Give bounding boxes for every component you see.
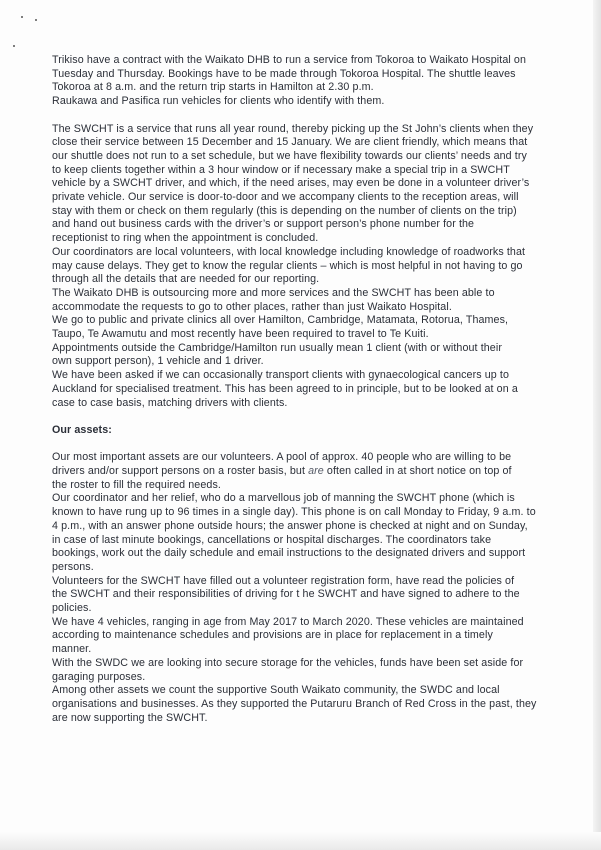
- text-line: organisations and businesses. As they supported the Putaruru Branch of Red Cross in the past, they: [52, 698, 537, 710]
- text-line: Appointments outside the Cambridge/Hamilton run usually mean 1 client (with or without their: [52, 341, 502, 354]
- text-fragment: often called in at short notice on top of: [323, 465, 512, 478]
- page-bottom-shadow: [0, 832, 601, 850]
- text-line: in case of last minute bookings, cancellations or hospital discharges. The coordinators take: [52, 533, 492, 546]
- text-line: manner.: [52, 643, 92, 656]
- text-line: are now supporting the SWCHT.: [52, 711, 208, 724]
- scan-speck: [35, 19, 37, 21]
- paragraph-gap: [52, 410, 552, 424]
- text-line: close their service between 15 December and 15 January. We are client friendly, which means that: [52, 136, 528, 149]
- text-line: the SWCHT and their responsibilities of driving for t he SWCHT and have signed to adhere to the: [52, 588, 520, 601]
- intro-paragraph: [52, 54, 552, 109]
- text-line: the roster to fill the required needs.: [52, 478, 221, 491]
- text-line: Our most important assets are our volunteers. A pool of approx. 40 people who are willing to be: [52, 451, 512, 464]
- text-line: The SWCHT is a service that runs all year round, thereby picking up the St John’s clients when they: [52, 122, 534, 135]
- text-line: accommodate the requests to go to other places, rather than just Waikato Hospital.: [52, 300, 452, 313]
- text-line: The Waikato DHB is outsourcing more and more services and the SWCHT has been able to: [52, 286, 495, 299]
- service-paragraph: [52, 123, 552, 411]
- text-line: garaging purposes.: [52, 670, 146, 683]
- scan-speck: [21, 16, 23, 18]
- text-line: may cause delays. They get to know the regular clients – which is most helpful in not having to go: [52, 259, 523, 272]
- text-line: Taupo, Te Awamutu and most recently have been required to travel to Te Kuiti.: [52, 328, 429, 341]
- paragraph-gap: [52, 438, 552, 452]
- text-line: known to have rung up to 96 times in a single day). This phone is on call Monday to Friday, 9 a.m. to: [52, 506, 536, 519]
- text-line: Our coordinators are local volunteers, with local knowledge including knowledge of roadworks that: [52, 245, 526, 258]
- text-line: to keep clients together within a 3 hour window or if necessary make a special trip in a SWCHT: [52, 163, 510, 176]
- assets-paragraph: [52, 451, 552, 725]
- text-line: Among other assets we count the supportive South Waikato community, the SWDC and local: [52, 684, 500, 697]
- text-line: Volunteers for the SWCHT have filled out a volunteer registration form, have read the policies of: [52, 574, 515, 587]
- text-line: Auckland for specialised treatment. This has been agreed to in principle, but to be looked at on a: [52, 382, 518, 395]
- text-line: own support person), 1 vehicle and 1 driver.: [52, 355, 264, 368]
- text-line: bookings, work out the daily schedule and email instructions to the designated drivers and support: [52, 547, 526, 560]
- text-line: We go to public and private clinics all over Hamilton, Cambridge, Matamata, Rotorua, Thames,: [52, 314, 509, 327]
- text-line: private vehicle. Our service is door-to-door and we accompany clients to the reception areas, will: [52, 191, 519, 204]
- text-line: policies.: [52, 602, 92, 615]
- text-line: With the SWDC we are looking into secure storage for the vehicles, funds have been set aside for: [52, 656, 524, 669]
- text-line: receptionist to ring when the appointment is concluded.: [52, 232, 319, 245]
- text-line: Tuesday and Thursday. Bookings have to be made through Tokoroa Hospital. The shuttle leaves: [52, 67, 516, 80]
- text-fragment: drivers and/or support persons on a roster basis, but: [52, 465, 309, 478]
- text-line: We have 4 vehicles, ranging in age from May 2017 to March 2020. These vehicles are maintained: [52, 615, 524, 628]
- text-line: vehicle by a SWCHT driver, and which, if the need arises, may even be done in a volunteer driver’s: [52, 177, 530, 190]
- text-line: stay with them or check on them regularly (this is depending on the number of clients on the trip): [52, 204, 517, 217]
- text-line: and hand out business cards with the driver’s or support person’s phone number for the: [52, 218, 475, 231]
- text-line: Tokoroa at 8 a.m. and the return trip starts in Hamilton at 2.30 p.m.: [52, 81, 374, 94]
- text-line-with-emphasis: [52, 465, 552, 479]
- paragraph-gap: [52, 109, 552, 123]
- emphasized-word: are: [308, 465, 324, 478]
- text-line: Our coordinator and her relief, who do a marvellous job of manning the SWCHT phone (which is: [52, 492, 515, 505]
- text-line: through all the details that are needed for our reporting.: [52, 273, 320, 286]
- text-line: according to maintenance schedules and provisions are in place for replacement in a timely: [52, 629, 493, 642]
- document-body: [52, 54, 552, 725]
- scan-speck: [13, 45, 15, 47]
- page-edge-shadow: [593, 0, 601, 850]
- text-line: We have been asked if we can occasionally transport clients with gynaecological cancers up to: [52, 369, 510, 382]
- text-line: case to case basis, matching drivers with clients.: [52, 396, 288, 409]
- text-line: persons.: [52, 560, 94, 573]
- text-line: Trikiso have a contract with the Waikato DHB to run a service from Tokoroa to Waikato Hospital on: [52, 54, 527, 66]
- assets-heading: Our assets:: [52, 423, 112, 436]
- text-line: 4 p.m., with an answer phone outside hours; the answer phone is checked at night and on Sunday,: [52, 519, 528, 532]
- text-line: Raukawa and Pasifica run vehicles for clients who identify with them.: [52, 95, 385, 108]
- text-line: our shuttle does not run to a set schedule, but we have flexibility towards our clients’ needs and try: [52, 149, 527, 162]
